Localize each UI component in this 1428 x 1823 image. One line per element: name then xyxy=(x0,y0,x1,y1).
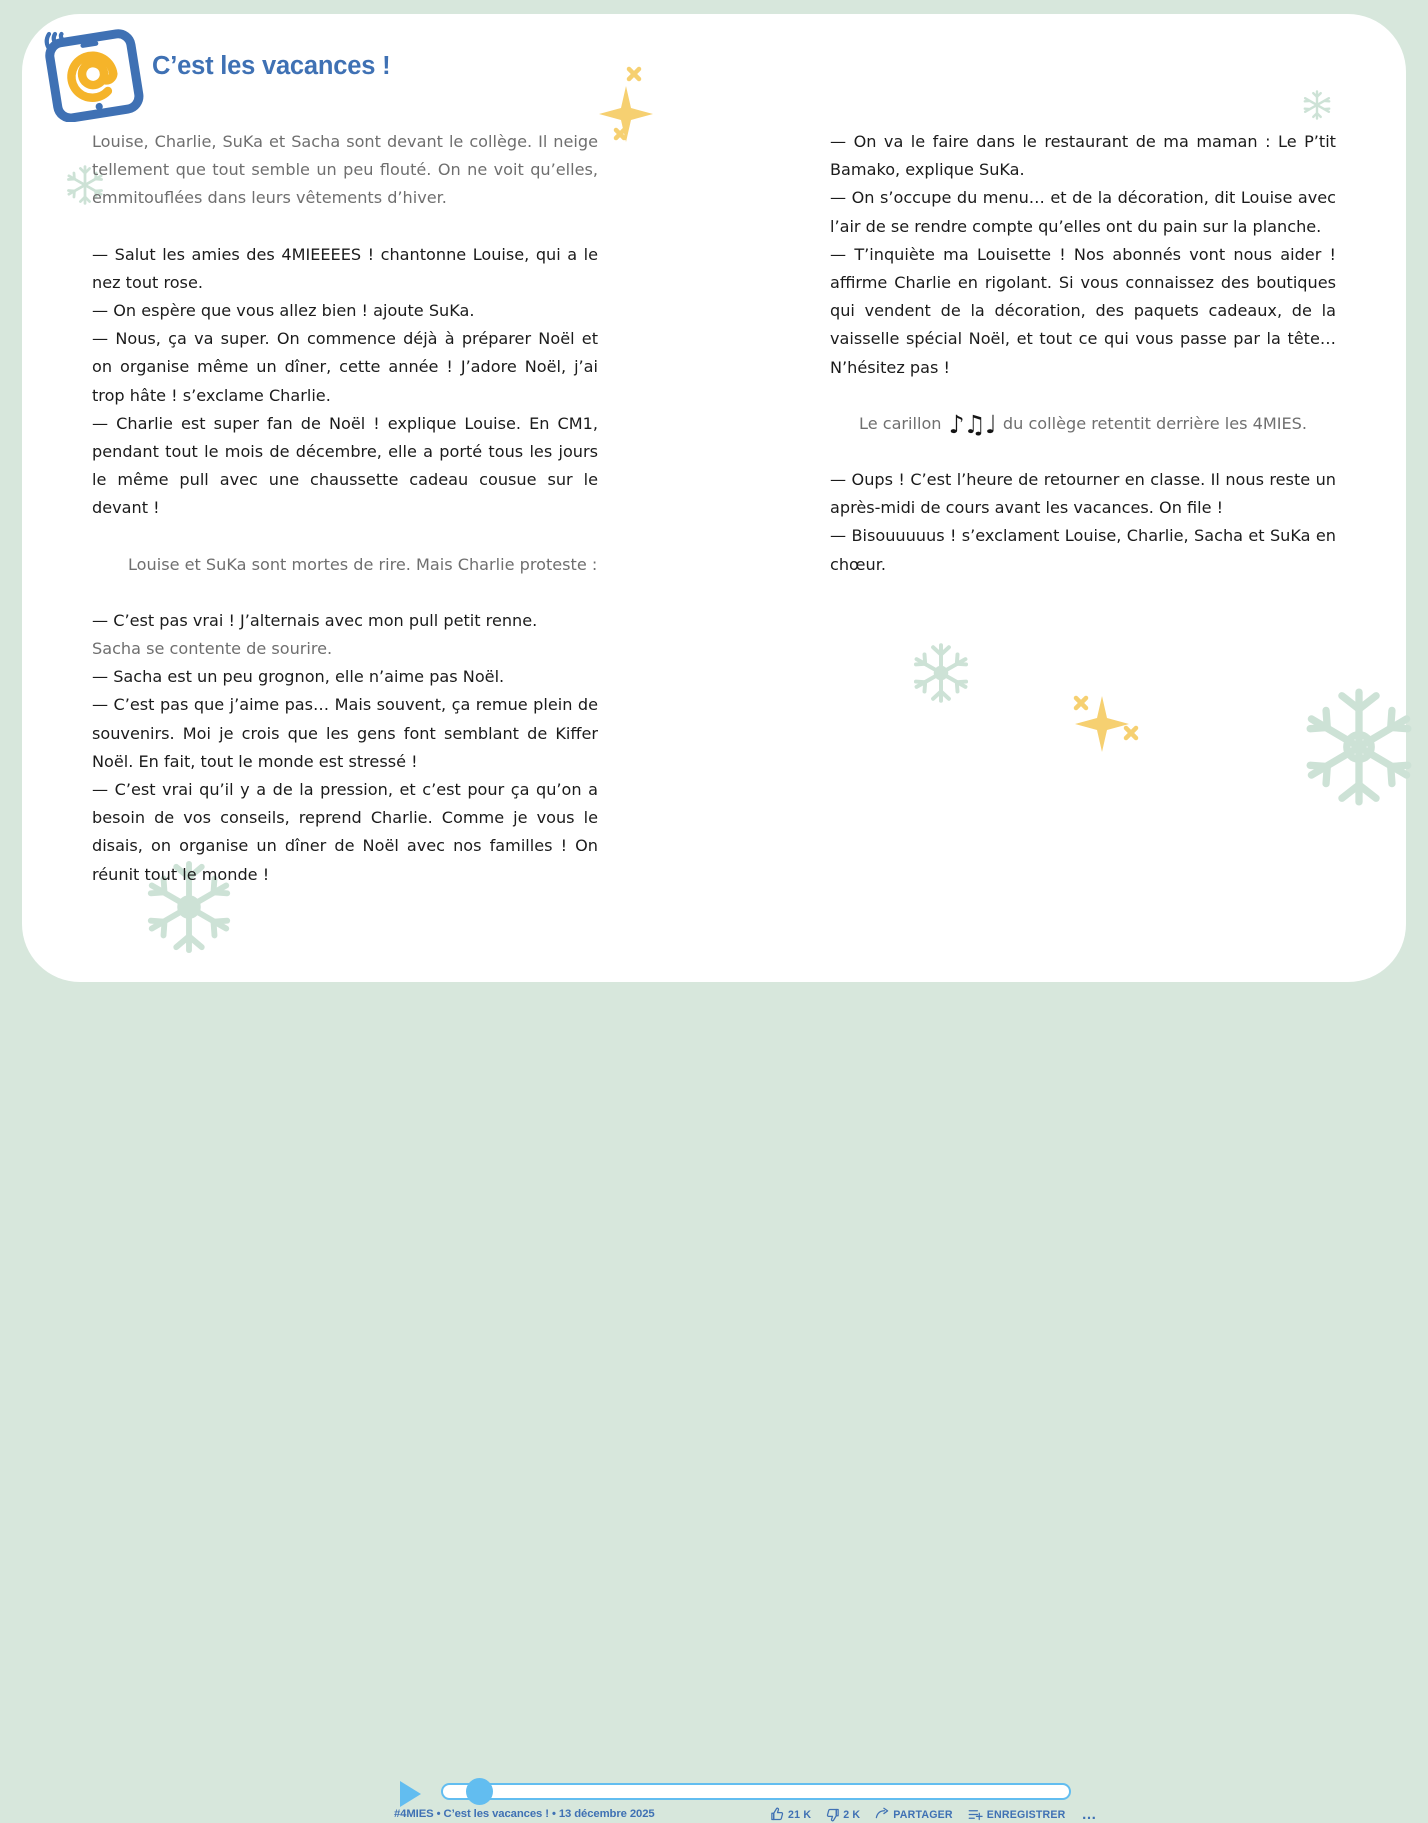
paragraph-spacer xyxy=(830,382,1336,410)
share-button[interactable] xyxy=(874,1807,952,1822)
dislike-button[interactable] xyxy=(825,1807,860,1822)
paragraph-spacer xyxy=(92,523,598,551)
paragraph: — Salut les amies des 4MIEEEES ! chantonne Louise, qui a le nez tout rose. xyxy=(92,241,598,297)
paragraph: — Sacha est un peu grognon, elle n’aime pas Noël. xyxy=(92,663,598,691)
engagement-actions xyxy=(770,1807,1098,1822)
save-playlist-icon xyxy=(967,1807,984,1822)
carillon-text-after: du collège retentit derrière les 4MIES. xyxy=(998,414,1307,433)
paragraph: — Nous, ça va super. On commence déjà à préparer Noël et on organise même un dîner, cette année ! J’adore Noël, j’ai trop hâte ! s’exclame Charlie. xyxy=(92,325,598,410)
paragraph: — C’est vrai qu’il y a de la pression, et c’est pour ça qu’on a besoin de vos conseils, reprend Charlie. Comme je vous le disais, on organise un dîner de Noël avec nos familles ! On réunit tout le monde ! xyxy=(92,776,598,889)
page-title: C’est les vacances ! xyxy=(152,52,390,81)
paragraph: — On va le faire dans le restaurant de ma maman : Le P’tit Bamako, explique SuKa. xyxy=(830,128,1336,184)
thumbs-up-icon xyxy=(770,1807,785,1822)
article-column-left xyxy=(92,128,598,889)
paragraph-spacer xyxy=(92,579,598,607)
clip-meta-label: #4MIES • C’est les vacances ! • 13 décembre 2025 xyxy=(394,1808,655,1820)
paragraph: Louise et SuKa sont mortes de rire. Mais Charlie proteste : xyxy=(92,551,598,579)
carillon-text-before: Le carillon xyxy=(859,414,947,433)
more-options-button[interactable]: … xyxy=(1080,1811,1098,1819)
paragraph: — T’inquiète ma Louisette ! Nos abonnés vont nous aider ! affirme Charlie en rigolant. Si vous connaissez des boutiques qui vendent de la décoration, des paquets cadeaux, de la vaisselle spécial Noël, et tout ce qui vous passe par la tête… N’hésitez pas ! xyxy=(830,241,1336,382)
paragraph: Sacha se contente de sourire. xyxy=(92,635,598,663)
paragraph: — On espère que vous allez bien ! ajoute SuKa. xyxy=(92,297,598,325)
paragraph: — Bisouuuuus ! s’exclament Louise, Charlie, Sacha et SuKa en chœur. xyxy=(830,522,1336,578)
progress-slider-thumb[interactable] xyxy=(466,1778,493,1805)
audio-player-bar xyxy=(0,888,1428,948)
paragraph: Louise, Charlie, SuKa et Sacha sont devant le collège. Il neige tellement que tout semble un peu flouté. On ne voit qu’elles, emmitouflées dans leurs vêtements d’hiver. xyxy=(92,128,598,213)
paragraph: — C’est pas que j’aime pas… Mais souvent, ça remue plein de souvenirs. Moi je crois que les gens font semblant de Kiffer Noël. En fait, tout le monde est stressé ! xyxy=(92,691,598,776)
music-notes-icon: ♪♫♩ xyxy=(947,412,998,437)
paragraph-spacer xyxy=(92,213,598,241)
paragraph: — Charlie est super fan de Noël ! explique Louise. En CM1, pendant tout le mois de décembre, elle a porté tous les jours le même pull avec une chaussette cadeau cousue sur le devant ! xyxy=(92,410,598,523)
like-count: 21 K xyxy=(788,1809,811,1821)
dislike-count: 2 K xyxy=(843,1809,860,1821)
progress-slider-track[interactable] xyxy=(441,1783,1071,1800)
paragraph: — C’est pas vrai ! J’alternais avec mon pull petit renne. xyxy=(92,607,598,635)
masthead xyxy=(0,0,1428,130)
paragraph: — Oups ! C’est l’heure de retourner en classe. Il nous reste un après-midi de cours avant les vacances. On file ! xyxy=(830,466,1336,522)
paragraph-spacer xyxy=(830,438,1336,466)
tablet-at-wifi-icon xyxy=(36,18,144,122)
like-button[interactable] xyxy=(770,1807,811,1822)
paragraph: — On s’occupe du menu… et de la décoration, dit Louise avec l’air de se rendre compte qu’elles ont du pain sur la planche. xyxy=(830,184,1336,240)
save-label: ENREGISTRER xyxy=(987,1809,1066,1821)
article-column-right xyxy=(830,128,1336,579)
thumbs-down-icon xyxy=(825,1807,840,1822)
save-button[interactable] xyxy=(967,1807,1066,1822)
share-label: PARTAGER xyxy=(893,1809,952,1821)
carillon-note xyxy=(830,410,1336,438)
play-icon[interactable] xyxy=(400,1781,421,1807)
share-arrow-icon xyxy=(874,1807,890,1822)
